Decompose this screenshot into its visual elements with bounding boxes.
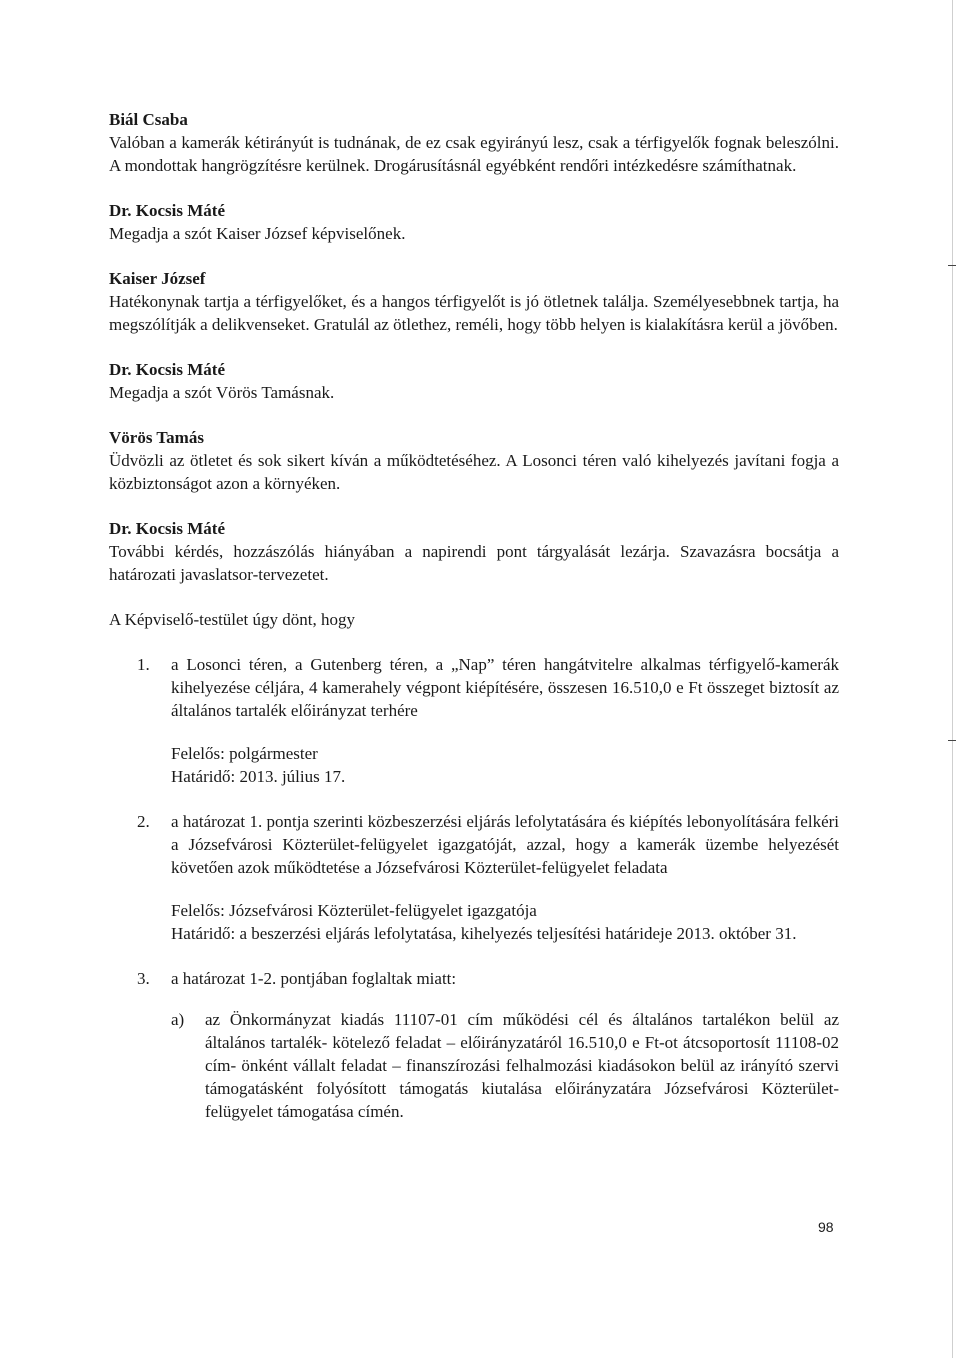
item-text: a Losonci téren, a Gutenberg téren, a „Nap” téren hangátvitelre alkalmas térfigyelő-kamerák kihelyezése céljára, 4 kamerahely végpont kiépítésére, összesen 16.510,0 e Ft összeget biztosít az általános tartalék előirányzat terhére bbox=[171, 655, 839, 720]
responsible-line: Felelős: Józsefvárosi Közterület-felügyelet igazgatója bbox=[171, 901, 537, 920]
speech-block bbox=[109, 199, 839, 245]
scan-edge-line bbox=[952, 0, 953, 1358]
item-number: 2. bbox=[137, 812, 150, 831]
decision-item bbox=[109, 653, 839, 722]
speech-block bbox=[109, 267, 839, 336]
item-number: 3. bbox=[137, 969, 150, 988]
deadline-line: Határidő: a beszerzési eljárás lefolytatása, kihelyezés teljesítési határideje 2013. október 31. bbox=[171, 924, 797, 943]
speech-block bbox=[109, 108, 839, 177]
speech-text: Üdvözli az ötletet és sok sikert kíván a működtetéséhez. A Losonci téren való kihelyezés javítani fogja a közbiztonságot azon a környéken. bbox=[109, 451, 839, 493]
speech-text: Megadja a szót Kaiser József képviselőnek. bbox=[109, 224, 406, 243]
sub-item-text: az Önkormányzat kiadás 11107-01 cím működési cél és általános tartalékon belül az általános tartalék- kötelező feladat – előirányzatáról 16.510,0 e Ft-ot átcsoportosít 11108-02 cím- önként vállalt feladat – finanszírozási felhalmozási kiadásokon belül az irányító szervi támogatásként folyósított támogatás kiutalása előirányzatára Józsefvárosi Közterület-felügyelet támogatása címén. bbox=[205, 1010, 839, 1121]
scan-mark bbox=[948, 265, 956, 266]
responsibility-block bbox=[171, 742, 839, 788]
decision-intro: A Képviselő-testület úgy dönt, hogy bbox=[109, 610, 356, 629]
speech-text: Hatékonynak tartja a térfigyelőket, és a hangos térfigyelőt is jó ötletnek találja. Személyesebbnek tartja, ha megszólítják a delikvenseket. Gratulál az ötlethez, reméli, hogy több helyen is kialakításra kerül a jövőben. bbox=[109, 292, 839, 334]
speaker-name: Dr. Kocsis Máté bbox=[109, 201, 225, 220]
speech-text: Valóban a kamerák kétirányút is tudnának, de ez csak egyirányú lesz, csak a térfigyelők fognak beleszólni. A mondottak hangrögzítésre kerülnek. Drogárusításnál egyébként rendőri intézkedésre számíthatnak. bbox=[109, 133, 839, 175]
speech-block bbox=[109, 517, 839, 586]
speaker-name: Vörös Tamás bbox=[109, 428, 204, 447]
responsibility-block bbox=[171, 899, 839, 945]
item-text: a határozat 1. pontja szerinti közbeszerzési eljárás lefolytatására és kiépítés lebonyolítására felkéri a Józsefvárosi Közterület-felügyelet igazgatóját, azzal, hogy a kamerák üzembe helyezését követően azok működtetése a Józsefvárosi Közterület-felügyelet feladata bbox=[171, 812, 839, 877]
speaker-name: Dr. Kocsis Máté bbox=[109, 360, 225, 379]
sub-item bbox=[171, 1008, 839, 1123]
scan-mark bbox=[948, 740, 956, 741]
deadline-line: Határidő: 2013. július 17. bbox=[171, 767, 346, 786]
speaker-name: Dr. Kocsis Máté bbox=[109, 519, 225, 538]
decision-item bbox=[109, 810, 839, 879]
speech-block bbox=[109, 426, 839, 495]
speaker-name: Biál Csaba bbox=[109, 110, 188, 129]
responsible-line: Felelős: polgármester bbox=[171, 744, 318, 763]
item-number: 1. bbox=[137, 655, 150, 674]
item-text: a határozat 1-2. pontjában foglaltak miatt: bbox=[171, 969, 457, 988]
page-number: 98 bbox=[818, 1219, 834, 1235]
speech-block bbox=[109, 358, 839, 404]
document-page bbox=[109, 108, 839, 1123]
sub-item-label: a) bbox=[171, 1010, 185, 1029]
speech-text: Megadja a szót Vörös Tamásnak. bbox=[109, 383, 335, 402]
speaker-name: Kaiser József bbox=[109, 269, 206, 288]
decision-item bbox=[109, 967, 839, 990]
speech-text: További kérdés, hozzászólás hiányában a napirendi pont tárgyalását lezárja. Szavazásra bocsátja a határozati javaslatsor-tervezetet. bbox=[109, 542, 839, 584]
